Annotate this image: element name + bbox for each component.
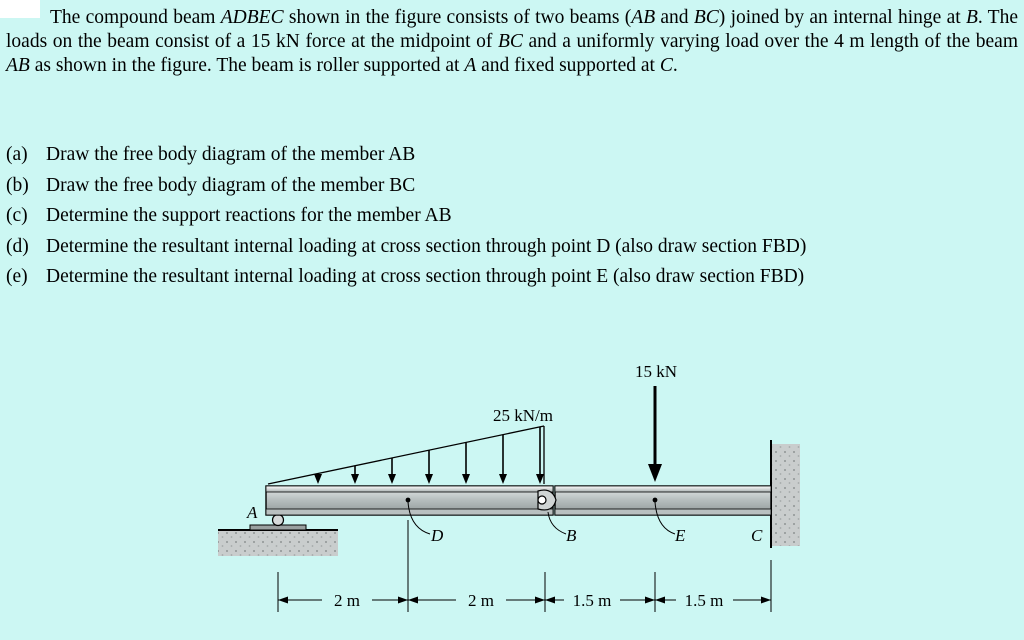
task-label: (c) (6, 205, 28, 226)
point-e-label: E (675, 526, 686, 545)
beam-bc (555, 486, 771, 515)
intro-italic-run: C (659, 55, 673, 76)
load-arrow (351, 466, 359, 484)
point-d-label: D (431, 526, 444, 545)
task-label: (d) (6, 235, 29, 257)
intro-text-run: and a uniformly varying load over the 4 m length of the beam (522, 31, 1018, 52)
intro-text-run: and (655, 7, 694, 28)
task-text: Determine the resultant internal loading at cross section through point E (also draw section FBD) (46, 266, 805, 287)
roller-support-a (250, 515, 306, 531)
load-arrow (499, 435, 507, 484)
dimension-ad-label: 2 m (334, 591, 360, 610)
point-d-marker (406, 498, 411, 503)
task-text: Draw the free body diagram of the member BC (46, 174, 416, 196)
task-label: (e) (6, 266, 28, 287)
intro-text-run: as shown in the figure. The beam is roller supported at (29, 55, 465, 76)
dimension-db-label: 2 m (468, 591, 494, 610)
point-e-marker (653, 498, 658, 503)
ground-a (218, 530, 338, 556)
task-label: (b) (6, 174, 29, 196)
dimension-be-label: 1.5 m (572, 591, 612, 610)
point-c-label: C (751, 526, 763, 545)
load-arrow (425, 450, 433, 484)
distributed-load-label: 25 kN/m (493, 406, 553, 425)
intro-italic-run: BC (498, 31, 523, 52)
intro-italic-run: BC (693, 7, 719, 28)
load-arrow (388, 458, 396, 484)
intro-italic-run: B (965, 7, 978, 28)
distributed-load (268, 426, 544, 484)
intro-text-run: The compound beam (50, 7, 221, 28)
intro-text-run: shown in the figure consists of two beams ( (283, 7, 632, 28)
fixed-wall-c (771, 440, 800, 548)
intro-text-run: and fixed supported at (476, 55, 660, 76)
task-label: (a) (6, 144, 28, 165)
intro-italic-run: AB (631, 7, 656, 28)
load-arrow (462, 442, 470, 484)
intro-text-run: ) joined by an internal hinge at (718, 7, 966, 28)
dimension-ec-label: 1.5 m (684, 591, 724, 610)
intro-italic-run: A (464, 55, 477, 76)
task-text: Determine the support reactions for the member AB (46, 205, 452, 226)
load-arrows (314, 427, 544, 484)
point-a-label: A (247, 503, 258, 522)
point-load-arrow (648, 386, 662, 482)
task-text: Draw the free body diagram of the member AB (46, 144, 416, 165)
point-load-label: 15 kN (635, 362, 678, 381)
load-arrow (314, 473, 322, 484)
point-b-label: B (566, 526, 577, 545)
load-arrow (536, 427, 544, 484)
intro-italic-run: ADBEC (220, 7, 284, 28)
intro-text-run: . (672, 55, 678, 76)
intro-italic-run: AB (6, 55, 30, 76)
task-text: Determine the resultant internal loading at cross section through point D (also draw section FBD) (46, 235, 807, 257)
intro-text-run: . The loads on the beam consist of a 15 kN force at the midpoint of (6, 7, 1018, 52)
